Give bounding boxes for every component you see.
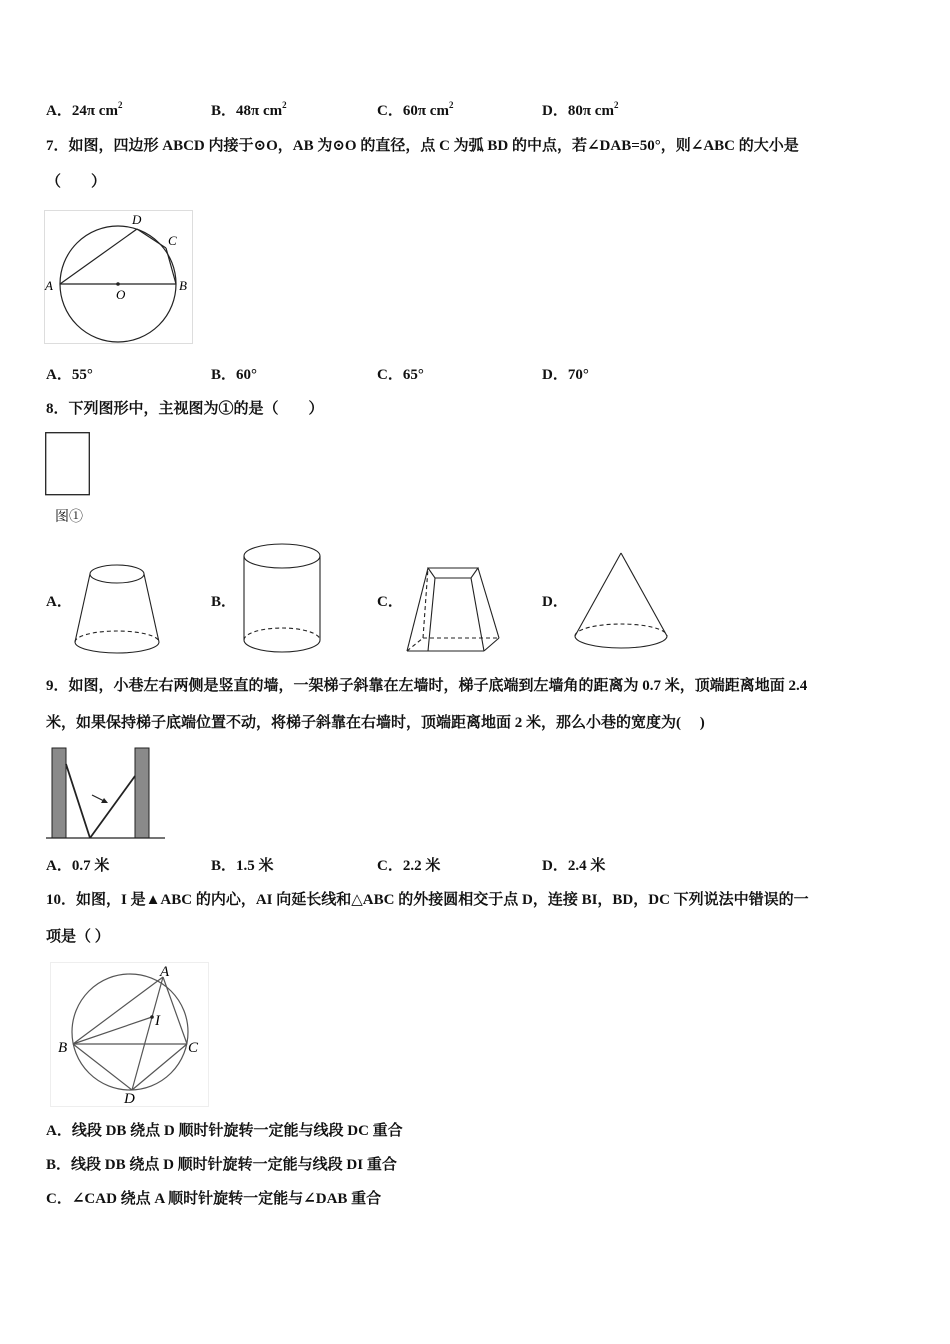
q7-option-a: A．55° [46,367,93,383]
q8-figure-caption: 图① [55,510,83,525]
q8-option-b-label: B． [211,594,237,610]
q8-cylinder-figure [240,542,324,656]
q7-circle-figure [44,210,194,344]
q7-stem-cont: （ ） [46,174,107,190]
q7-label-o: O [116,287,126,302]
q7-label-d: D [132,212,142,227]
q10-label-i: I [155,1013,160,1029]
q9-option-d: D．2.4 米 [542,858,606,874]
q8-option-a-label: A． [46,594,72,610]
q7-option-b: B．60° [211,367,258,383]
q9-option-a: A．0.7 米 [46,858,110,874]
q9-left-wall [52,748,66,838]
q8-option-d-label: D． [542,594,568,610]
q7-chord-cb [166,248,176,284]
q7-label-a: A [45,278,53,293]
q8-stem: 8．下列图形中，主视图为①的是（ ） [46,401,324,417]
q7-chord-dc [137,229,166,248]
q10-option-a: A．线段 DB 绕点 D 顺时针旋转一定能与线段 DC 重合 [46,1123,403,1139]
q8-front-view-rect [45,432,91,497]
q10-label-c: C [188,1040,199,1056]
q8-cone-figure [572,550,670,654]
q9-option-b: B．1.5 米 [211,858,274,874]
q10-label-d: D [124,1091,135,1107]
q6-option-c: C．60π $cm^2$ [377,100,454,119]
q7-label-b: B [179,278,187,293]
q7-center-dot [116,282,120,286]
q8-option-c-label: C． [377,594,403,610]
q7-stem: 7．如图，四边形 ABCD 内接于⊙O，AB 为⊙O 的直径，点 C 为弧 BD 的中点，若∠DAB=50°，则∠ABC 的大小是 [46,138,799,154]
q10-label-a: A [160,964,170,980]
q10-stem-cont: 项是（ ） [46,929,110,945]
q9-stem: 9．如图，小巷左右两侧是竖直的墙，一架梯子斜靠在左墙时，梯子底端到左墙角的距离为 0.7 米，顶端距离地面 2.4 [46,678,808,694]
q10-option-b: B．线段 DB 绕点 D 顺时针旋转一定能与线段 DI 重合 [46,1157,397,1173]
q9-ladder-right [90,776,135,838]
q9-option-c: C．2.2 米 [377,858,441,874]
q10-stem: 10．如图，I 是▲ABC 的内心，AI 向延长线和△ABC 的外接圆相交于点 D，连接 BI，BD，DC 下列说法中错误的一 [46,892,809,908]
q6-option-b: B．48π $cm^2$ [211,100,287,119]
q7-label-c: C [168,233,177,248]
q10-circle-figure [50,962,210,1108]
q7-chord-ad [60,229,137,284]
q8-frustum-pyramid-figure [403,563,503,655]
q8-frustum-cone-figure [72,562,162,658]
q9-ladder-left [66,764,90,838]
q9-alley-figure [45,746,167,842]
q7-option-c: C．65° [377,367,424,383]
q6-option-a: A．24π $cm^2$ [46,100,123,119]
q6-option-d: D．80π $cm^2$ [542,100,619,119]
q10-label-b: B [58,1040,68,1056]
q10-option-c: C．∠CAD 绕点 A 顺时针旋转一定能与∠DAB 重合 [46,1191,382,1207]
q9-stem-cont: 米，如果保持梯子底端位置不动，将梯子斜靠在右墙时，顶端距离地面 2 米，那么小巷的宽度为( ) [46,715,705,731]
q9-right-wall [135,748,149,838]
q7-option-d: D．70° [542,367,589,383]
